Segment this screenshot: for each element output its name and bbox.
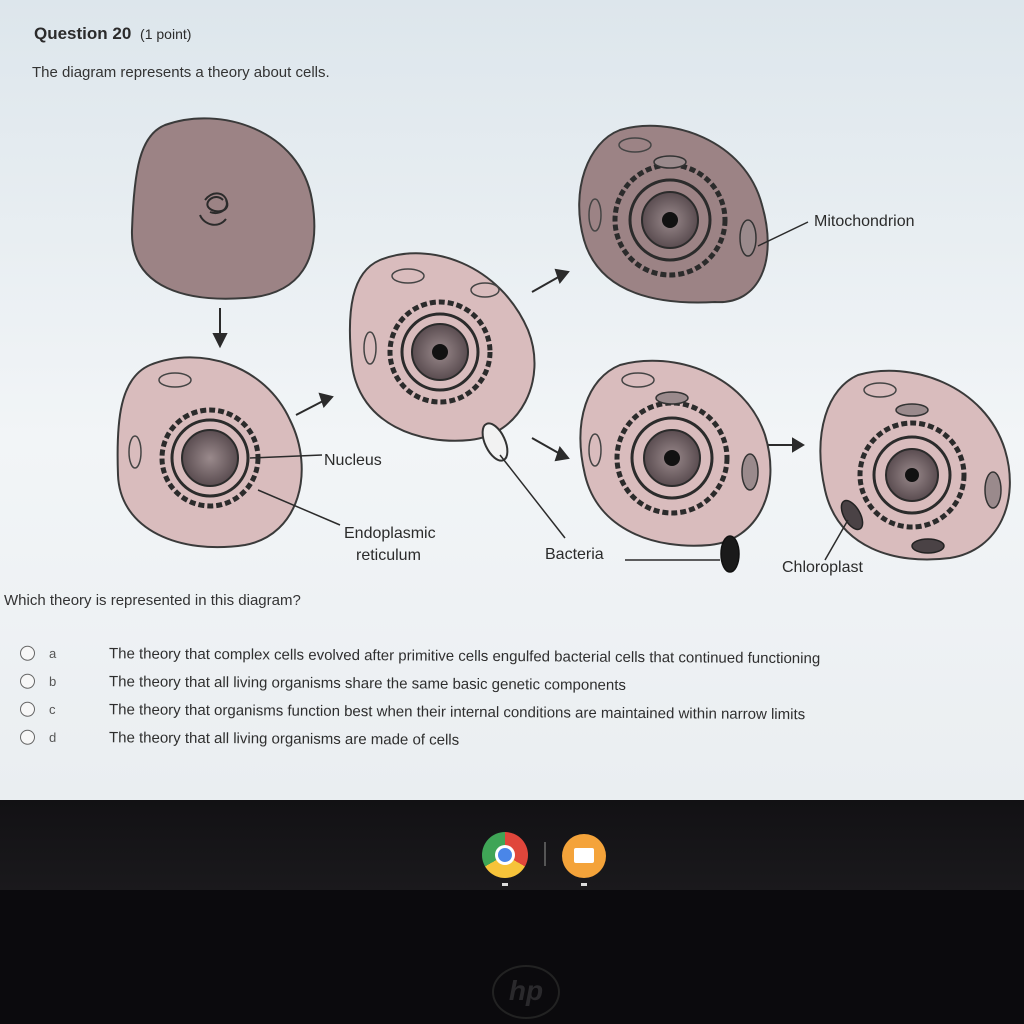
question-header	[34, 24, 191, 44]
question-points: (1 point)	[140, 26, 192, 42]
nucleated-cell	[118, 357, 302, 547]
middle-cell	[350, 253, 535, 464]
question-title: Question 20	[34, 24, 132, 43]
option-text[interactable]: The theory that organisms function best when their internal conditions are maintained within narrow limits	[108, 700, 806, 723]
question-text: The diagram represents a theory about cells.	[32, 64, 330, 81]
label-er-line2: reticulum	[356, 547, 421, 564]
primitive-cell	[132, 118, 314, 298]
radio-button[interactable]	[20, 729, 35, 744]
radio-button[interactable]	[20, 645, 35, 660]
label-nucleus: Nucleus	[324, 452, 382, 469]
arrow-to-upper-right	[532, 270, 568, 292]
option-letter: b	[48, 673, 57, 689]
label-er-line1: Endoplasmic	[344, 525, 436, 542]
option-text[interactable]: The theory that complex cells evolved after primitive cells engulfed bacterial cells that continued functioning	[108, 644, 821, 667]
chrome-running-indicator	[502, 883, 508, 886]
files-running-indicator	[581, 883, 587, 886]
leader-chloroplast	[825, 520, 848, 560]
files-icon[interactable]	[562, 834, 606, 878]
option-text[interactable]: The theory that all living organisms are made of cells	[108, 728, 460, 749]
leader-bacteria-upper	[500, 455, 565, 538]
option-text[interactable]: The theory that all living organisms share the same basic genetic components	[108, 672, 626, 694]
folder-icon	[574, 848, 594, 863]
radio-button[interactable]	[20, 673, 35, 688]
label-bacteria: Bacteria	[545, 546, 604, 563]
arrow-to-far-right	[765, 439, 803, 451]
hp-logo: hp	[492, 965, 560, 1019]
cell-diagram	[0, 90, 1024, 590]
label-chloroplast: Chloroplast	[782, 559, 863, 576]
question-prompt: Which theory is represented in this diagram?	[4, 592, 301, 609]
plant-cell	[820, 371, 1009, 560]
answer-options	[14, 642, 974, 754]
chrome-icon-core	[498, 848, 512, 862]
option-letter: a	[48, 645, 57, 661]
radio-button[interactable]	[20, 701, 35, 716]
arrow-to-middle	[296, 394, 332, 415]
upper-right-cell	[579, 126, 768, 303]
chrome-icon[interactable]	[482, 832, 528, 878]
option-letter: d	[48, 729, 57, 745]
dock-separator	[544, 842, 546, 866]
arrow-to-lower-right	[532, 438, 568, 460]
option-letter: c	[48, 701, 56, 717]
label-mitochondrion: Mitochondrion	[814, 213, 915, 230]
option-d[interactable]	[14, 723, 974, 758]
lower-middle-right-cell	[580, 361, 770, 572]
arrow-down	[214, 308, 226, 346]
